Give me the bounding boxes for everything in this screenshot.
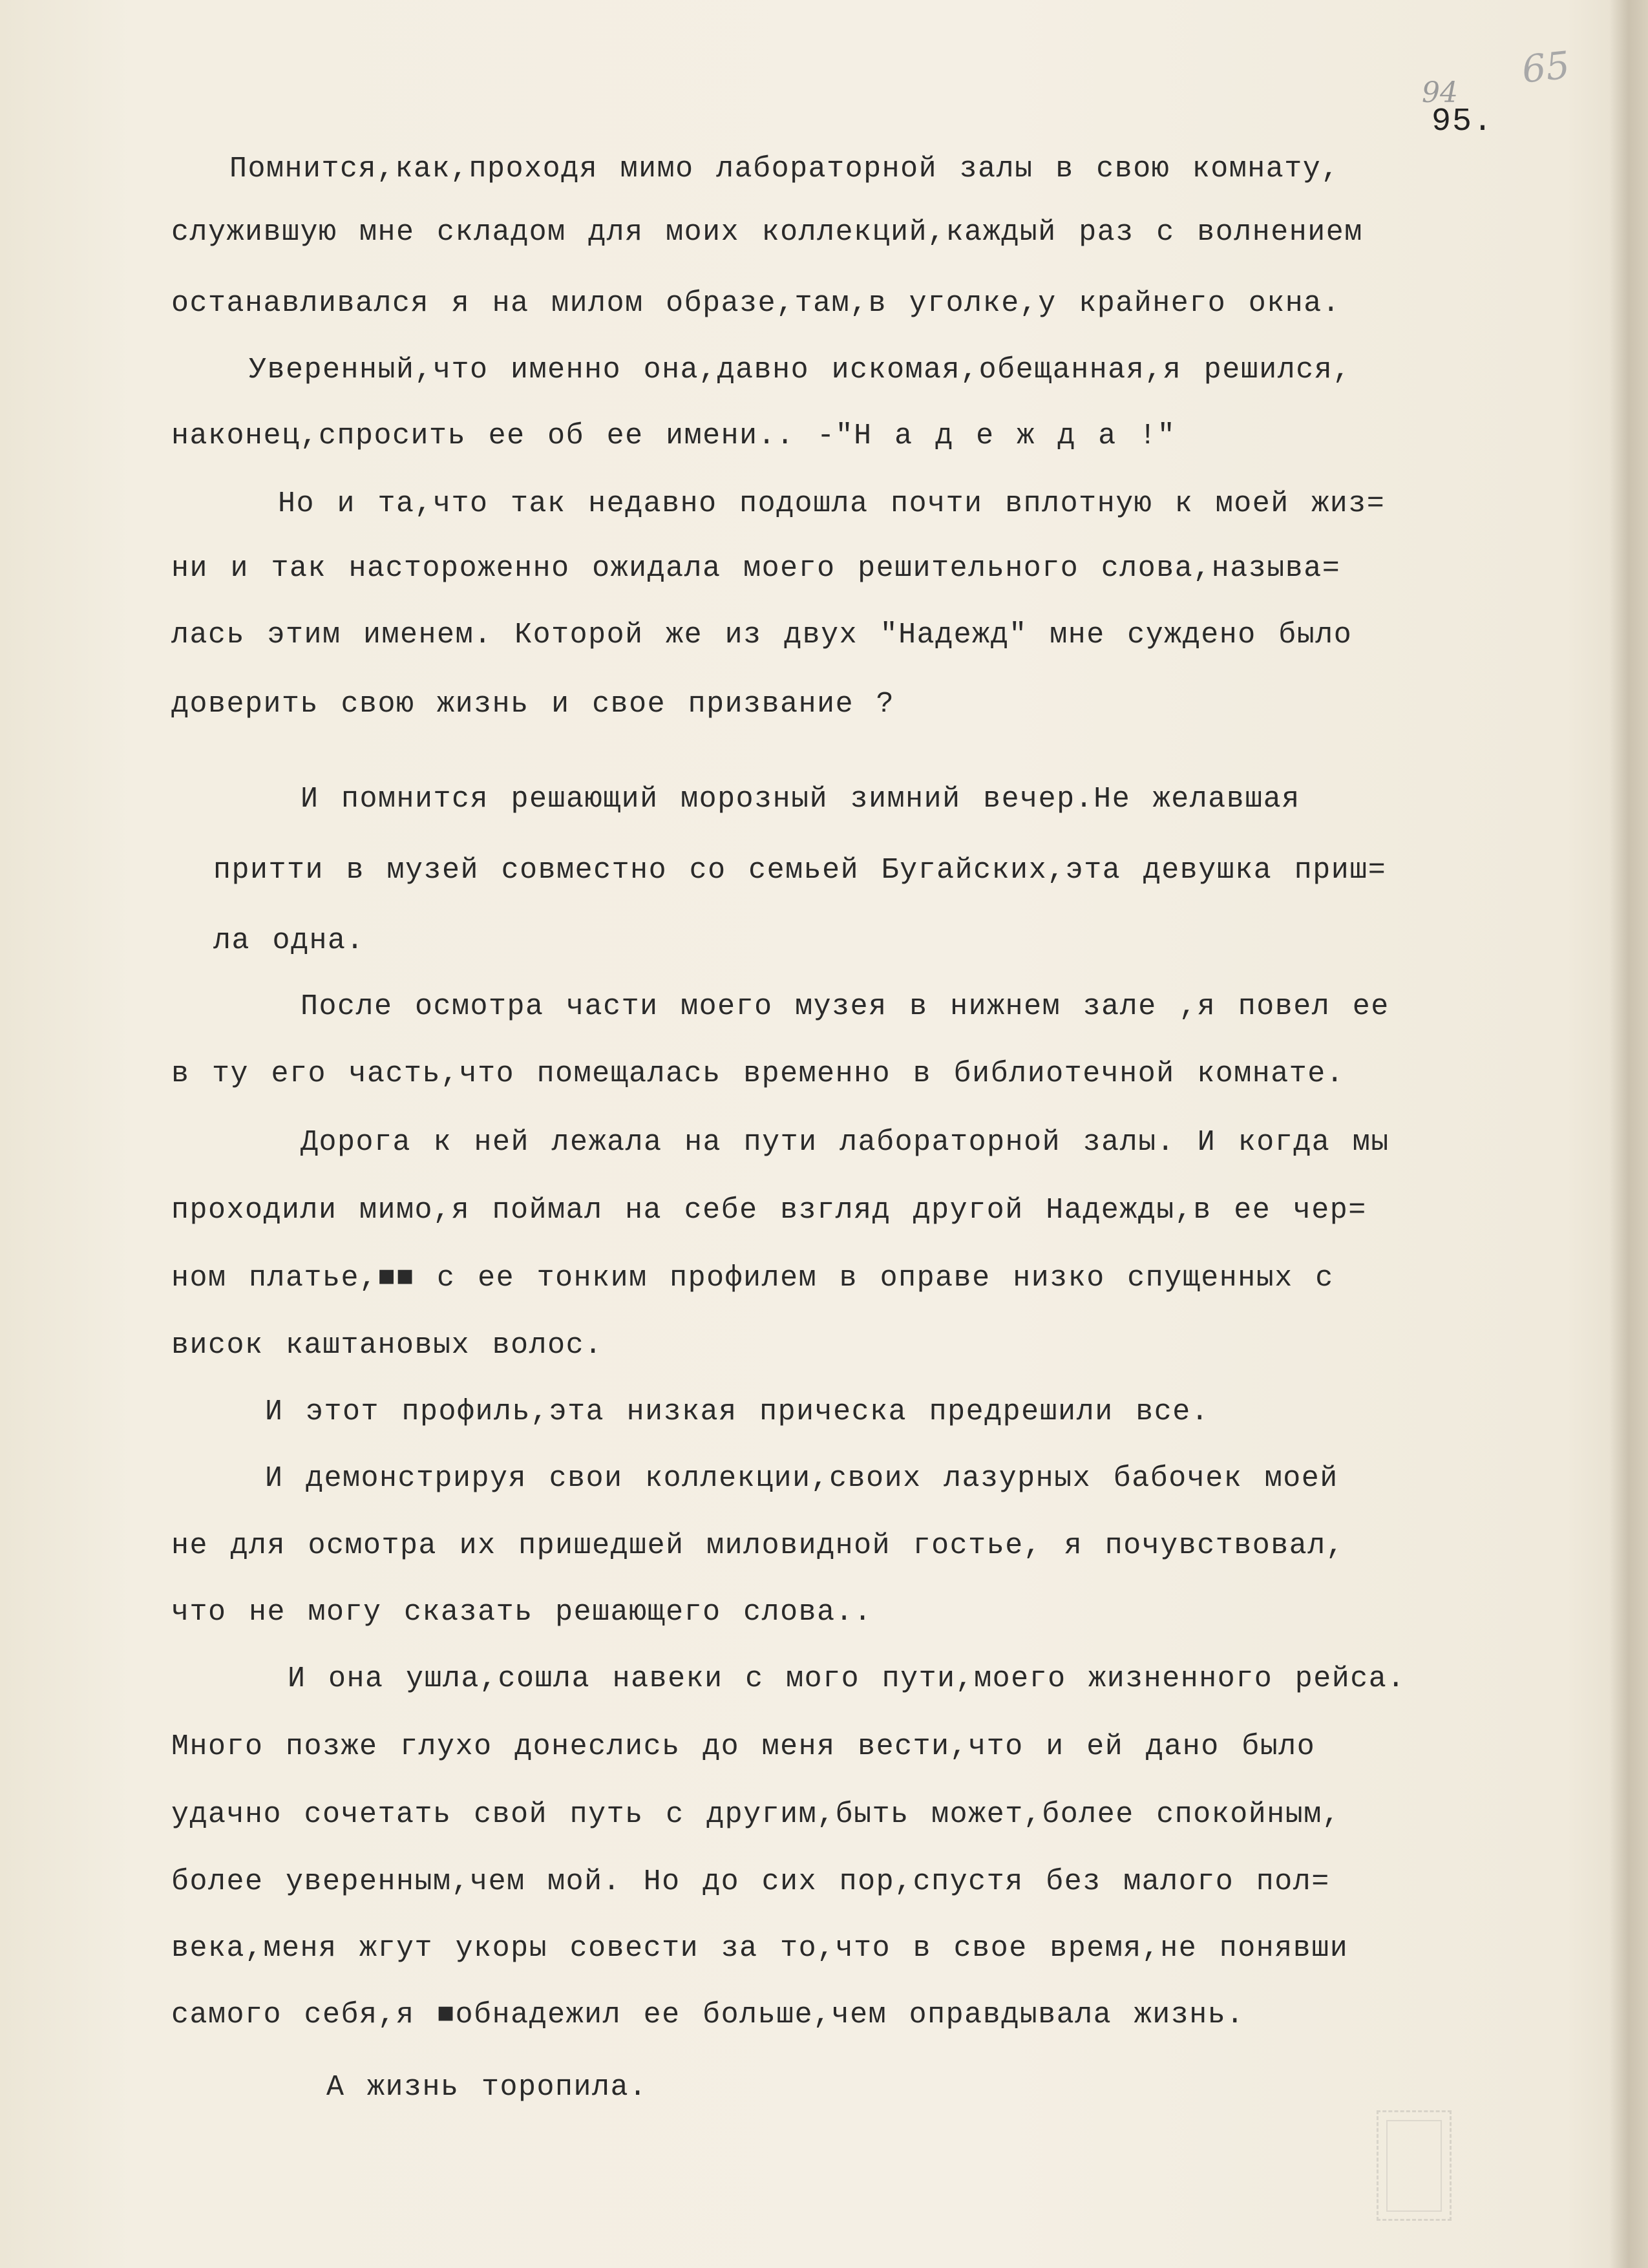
text-line: века,меня жгут укоры совести за то,что в свое время,не понявши [171, 1932, 1349, 1965]
text-line: наконец,спросить ее об ее имени.. -"Н а д е ж д а !" [171, 419, 1176, 452]
text-line: в ту его часть,что помещалась временно в библиотечной комнате. [171, 1057, 1345, 1090]
text-line: ни и так настороженно ожидала моего решительного слова,называ= [171, 552, 1341, 585]
text-line: лась этим именем. Которой же из двух "Надежд" мне суждено было [171, 619, 1353, 652]
text-line: самого себя,я ■обнадежил ее больше,чем оправдывала жизнь. [171, 1998, 1245, 2031]
pencil-page-number: 94 [1422, 76, 1458, 109]
text-line: притти в музей совместно со семьей Бугайских,эта девушка приш= [213, 854, 1387, 887]
text-line: служившую мне складом для моих коллекций,каждый раз с волнением [171, 216, 1363, 249]
page-number: 95. [1431, 103, 1494, 140]
pencil-page-number-2: 65 [1519, 43, 1572, 92]
text-line: После осмотра части моего музея в нижнем зале ,я повел ее [301, 990, 1389, 1023]
text-line: останавливался я на милом образе,там,в уголке,у крайнего окна. [171, 287, 1341, 320]
archive-stamp-inner [1386, 2120, 1442, 2212]
text-line: доверить свою жизнь и свое призвание ? [171, 688, 895, 721]
text-line: Но и та,что так недавно подошла почти вплотную к моей жиз= [278, 487, 1386, 520]
text-line: висок каштановых волос. [171, 1329, 603, 1362]
text-line: ла одна. [213, 924, 365, 957]
text-line: И демонстрируя свои коллекции,своих лазурных бабочек моей [265, 1462, 1338, 1495]
text-line: Дорога к ней лежала на пути лабораторной залы. И когда мы [301, 1126, 1389, 1159]
text-line: не для осмотра их пришедшей миловидной гостье, я почувствовал, [171, 1529, 1345, 1562]
text-line: более уверенным,чем мой. Но до сих пор,спустя без малого пол= [171, 1865, 1330, 1898]
text-line: проходили мимо,я поймал на себе взгляд другой Надежды,в ее чер= [171, 1194, 1367, 1227]
text-line: Помнится,как,проходя мимо лабораторной залы в свою комнату, [229, 153, 1340, 185]
text-line: А жизнь торопила. [326, 2071, 648, 2104]
text-line: И помнится решающий морозный зимний вечер.Не желавшая [301, 783, 1300, 816]
text-line: Уверенный,что именно она,давно искомая,обещанная,я решился, [249, 354, 1351, 387]
text-line: Много позже глухо донеслись до меня вести,что и ей дано было [171, 1730, 1316, 1763]
text-line: что не могу сказать решающего слова.. [171, 1596, 872, 1629]
text-line: ном платье,■■ с ее тонким профилем в оправе низко спущенных с [171, 1262, 1334, 1295]
text-line: И этот профиль,эта низкая прическа предрешили все. [265, 1395, 1210, 1428]
text-line: удачно сочетать свой путь с другим,быть может,более спокойным, [171, 1798, 1341, 1831]
text-line: И она ушла,сошла навеки с мого пути,моего жизненного рейса. [288, 1662, 1406, 1695]
archive-stamp [1377, 2110, 1452, 2221]
